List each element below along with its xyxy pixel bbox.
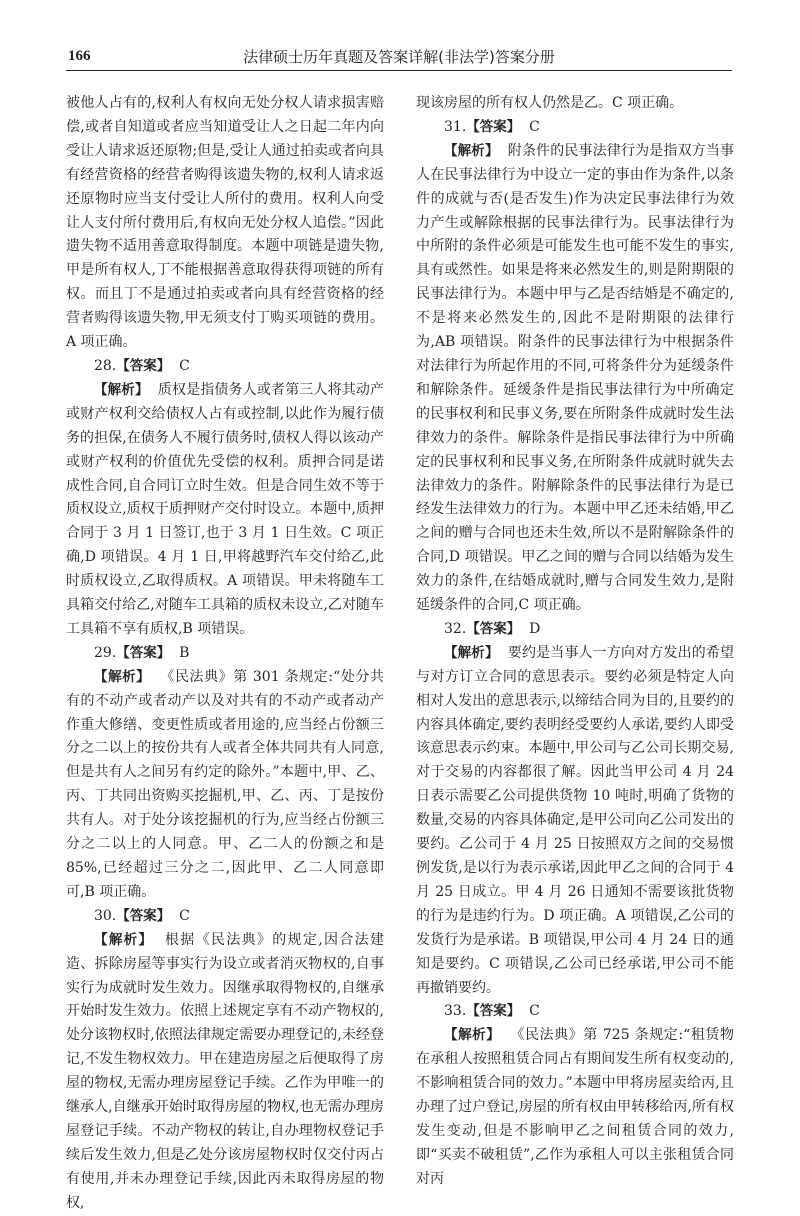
answer-tag: 【答案】	[116, 907, 171, 924]
left-column	[66, 92, 384, 1216]
question-number: 32.	[444, 620, 467, 637]
paragraph: 被他人占有的,权利人有权向无处分权人请求损害赔偿,或者自知道或者应当知道受让人之日起二年内向受让人请求返还原物;但是,受让人通过拍卖或者向具有经营资格的经营者购得该遗失物的,权利人请求返还原物时应当支付受让人所付的费用。权利人向受让人支付所付费用后,有权向无处分权人追偿。”因此遗失物不适用善意取得制度。本题中项链是遗失物,甲是所有权人,丁不能根据善意取得获得项链的所有权。而且丁不是通过拍卖或者向具有经营资格的经营者购得该遗失物,甲无须支付丁购买项链的费用。A 项正确。	[66, 95, 384, 351]
answer-letter: B	[179, 644, 190, 661]
question-number: 28.	[94, 357, 117, 374]
analysis-tag: 【解析】	[444, 142, 499, 159]
analysis-tag: 【解析】	[94, 668, 151, 685]
answer-tag: 【答案】	[116, 357, 171, 374]
analysis-paragraph-q31	[416, 140, 734, 618]
analysis-paragraph-q32	[416, 642, 734, 1001]
analysis-text: 要约是当事人一方向对方发出的希望与对方订立合同的意思表示。要约必须是特定人向相对人发出的意思表示,以缔结合同为目的,且要约的内容具体确定,要约表明经受要约人承诺,要约人即受该意思表示约束。本题中,甲公司与乙公司长期交易,对于交易的内容都很了解。因此当甲公司 4 月 24 日表示需要乙公司提供货物 10 吨时,明确了货物的数量,交易的内容具体确定,是甲公司向乙公司发出的要约。乙公司于 4 月 25 日按照双方之间的交易惯例发货,是以行为表示承诺,因此甲乙之间的合同于 4 月 25 日成立。甲 4 月 26 日通知不需要该批货物的行为是违约行为。D 项正确。A 项错误,乙公司的发货行为是承诺。B 项错误,甲公司 4 月 24 日的通知是要约。C 项错误,乙公司已经承诺,甲公司不能再撤销要约。	[416, 644, 735, 996]
analysis-paragraph-q28	[66, 379, 384, 642]
answer-line-q28	[66, 355, 384, 379]
answer-letter: C	[179, 357, 190, 374]
right-column	[416, 92, 734, 1192]
question-number: 33.	[444, 1003, 467, 1020]
answer-tag: 【答案】	[466, 620, 521, 637]
answer-line-q30	[66, 905, 384, 929]
answer-line-q29	[66, 642, 384, 666]
analysis-text: 《民法典》第 301 条规定:“处分共有的不动产或者动产以及对共有的不动产或者动产作重大修缮、变更性质或者用途的,应当经占份额三分之二以上的按份共有人或者全体共同共有人同意,但是共有人之间另有约定的除外。”本题中,甲、乙、丙、丁共同出资购买挖掘机,甲、乙、丙、丁是按份共有人。对于处分该挖掘机的行为,应当经占份额三分之二以上的人同意。甲、乙二人的份额之和是 85%,已经超过三分之二,因此甲、乙二人同意即可,B 项正确。	[66, 668, 385, 900]
answer-letter: C	[529, 118, 540, 135]
answer-line-q32	[416, 618, 734, 642]
question-number: 30.	[94, 907, 117, 924]
running-title: 法律硕士历年真题及答案详解(非法学)答案分册	[243, 48, 555, 66]
paragraph: 现该房屋的所有权人仍然是乙。C 项正确。	[416, 95, 684, 111]
answer-tag: 【答案】	[116, 644, 171, 661]
analysis-text: 附条件的民事法律行为是指双方当事人在民事法律行为中设立一定的事由作为条件,以条件的成就与否(是否发生)作为决定民事法律行为效力产生或解除根据的民事法律行为。民事法律行为中所附的条件必须是可能发生也可能不发生的事实,具有或然性。如果是将来必然发生的,则是附期限的民事法律行为。本题中甲与乙是否结婚是不确定的,不是将来必然发生的,因此不是附期限的法律行为,AB 项错误。附条件的民事法律行为中根据条件对法律行为所起作用的不同,可将条件分为延缓条件和解除条件。延缓条件是指民事法律行为中所确定的民事权利和民事义务,要在所附条件成就时发生法律效力的条件。解除条件是指民事法律行为中所确定的民事权利和民事义务,在所附条件成就时就失去法律效力的条件。附解除条件的民事法律行为是已经发生法律效力的行为。本题中甲乙还未结婚,甲乙之间的赠与合同也还未生效,所以不是附解除条件的合同,D 项错误。甲乙之间的赠与合同以结婚为发生效力的条件,在结婚成就时,赠与合同发生效力,是附延缓条件的合同,C 项正确。	[416, 142, 735, 614]
analysis-paragraph-q33	[416, 1024, 734, 1191]
page-number: 166	[68, 48, 91, 64]
analysis-text: 根据《民法典》的规定,因合法建造、拆除房屋等事实行为设立或者消灭物权的,自事实行为成就时发生效力。因继承取得物权的,自继承开始时发生效力。依照上述规定享有不动产物权的,处分该物权时,依照法律规定需要办理登记的,未经登记,不发生物权效力。甲在建造房屋之后便取得了房屋的物权,无需办理房屋登记手续。乙作为甲唯一的继承人,自继承开始时取得房屋的物权,也无需办理房屋登记手续。不动产物权的转让,自办理物权登记手续后发生效力,但是乙处分该房屋物权时仅交付丙占有使用,并未办理登记手续,因此丙未取得房屋的物权,	[66, 931, 385, 1211]
answer-tag: 【答案】	[466, 118, 521, 135]
question-number: 31.	[444, 118, 467, 135]
analysis-text: 质权是指债务人或者第三人将其动产或财产权利交给债权人占有或控制,以此作为履行债务的担保,在债务人不履行债务时,债权人得以该动产或财产权利的价值优先受偿的权利。质押合同是诺成性合同,自合同订立时生效。但是合同生效不等于质权设立,质权于质押财产交付时设立。本题中,质押合同于 3 月 1 日签订,也于 3 月 1 日生效。C 项正确,D 项错误。4 月 1 日,甲将越野汽车交付给乙,此时质权设立,乙取得质权。A 项错误。甲未将随车工具箱交付给乙,对随车工具箱的质权未设立,乙对随车工具箱不享有质权,B 项错误。	[66, 381, 385, 637]
analysis-tag: 【解析】	[94, 381, 149, 398]
analysis-text: 《民法典》第 725 条规定:“租赁物在承租人按照租赁合同占有期间发生所有权变动的,不影响租赁合同的效力。”本题中甲将房屋卖给丙,且办理了过户登记,房屋的所有权由甲转移给丙,所有权发生变动,但是不影响甲乙之间租赁合同的效力,即“买卖不破租赁”,乙作为承租人可以主张租赁合同对丙	[416, 1027, 735, 1187]
analysis-tag: 【解析】	[444, 644, 499, 661]
analysis-tag: 【解析】	[94, 931, 154, 948]
analysis-tag: 【解析】	[444, 1027, 501, 1044]
answer-letter: D	[529, 620, 541, 637]
answer-tag: 【答案】	[466, 1003, 521, 1020]
answer-letter: C	[529, 1003, 540, 1020]
analysis-paragraph-q29	[66, 666, 384, 905]
page-header	[66, 40, 732, 71]
answer-line-q31	[416, 116, 734, 140]
answer-letter: C	[179, 907, 190, 924]
analysis-paragraph-q30	[66, 929, 384, 1216]
question-number: 29.	[94, 644, 117, 661]
answer-line-q33	[416, 1000, 734, 1024]
